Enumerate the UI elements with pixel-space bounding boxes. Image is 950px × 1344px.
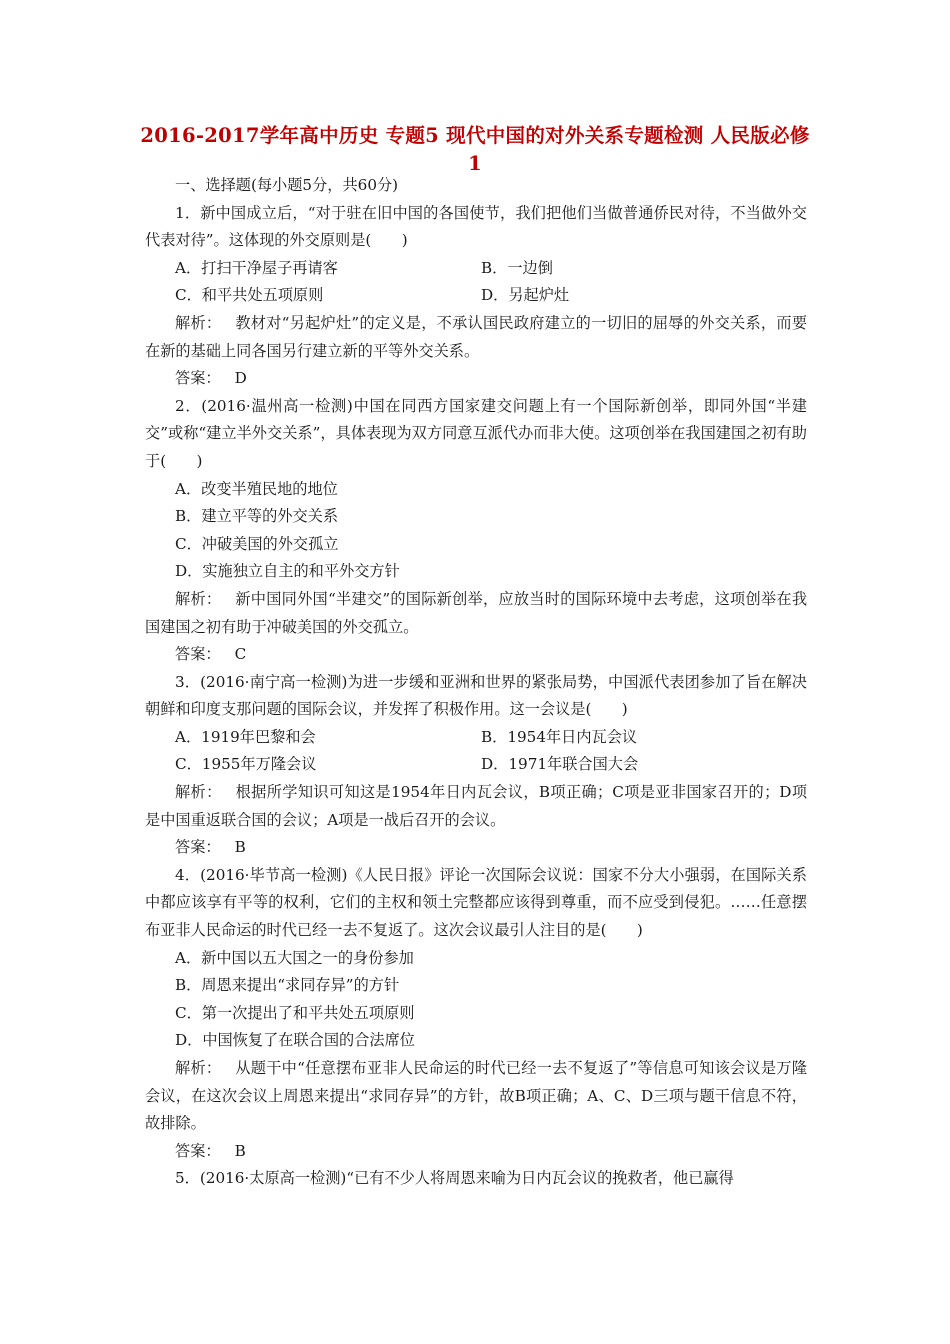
option-d: D．实施独立自主的和平外交方针 xyxy=(175,562,400,581)
question-stem: 4．(2016·毕节高一检测)《人民日报》评论一次国际会议说：国家不分大小强弱，在国际关系中都应该享有平等的权利，它们的主权和领土完整都应该得到尊重，而不应受到侵犯。……任意摆布亚非人民命运的时代已经一去不复返了。这次会议最引人注目的是( ) xyxy=(145,865,807,940)
option-c: C．冲破美国的外交孤立 xyxy=(175,534,339,553)
question-4 xyxy=(145,862,807,1166)
answer xyxy=(145,365,807,393)
document-body xyxy=(145,172,807,1193)
option-c: C．和平共处五项原则 xyxy=(175,286,324,305)
answer-label: 答案： xyxy=(175,838,221,857)
option-c: C．第一次提出了和平共处五项原则 xyxy=(175,1003,415,1022)
question-1 xyxy=(145,200,807,393)
option-b: B．1954年日内瓦会议 xyxy=(481,727,638,746)
option-row xyxy=(145,724,807,752)
option-row xyxy=(145,255,807,283)
analysis-text: 从题干中“任意摆布亚非人民命运的时代已经一去不复返了”等信息可知该会议是万隆会议，在这次会议上周恩来提出“求同存异”的方针，故B项正确；A、C、D三项与题干信息不符，故排除。 xyxy=(145,1059,808,1133)
analysis-label: 解析： xyxy=(175,1059,222,1077)
question-stem: 5．(2016·太原高一检测)“已有不少人将周恩来喻为日内瓦会议的挽救者，他已赢得 xyxy=(175,1169,734,1188)
option-d: D．中国恢复了在联合国的合法席位 xyxy=(175,1031,415,1050)
question-stem: 2．(2016·温州高一检测)中国在同西方国家建交问题上有一个国际新创举，即同外国“半建交”或称“建立半外交关系”，具体表现为双方同意互派代办而非大使。这项创举在我国建国之初有助于( ) xyxy=(145,396,807,470)
option-b: B．建立平等的外交关系 xyxy=(175,507,339,526)
analysis-text: 教材对“另起炉灶”的定义是，不承认国民政府建立的一切旧的屈辱的外交关系，而要在新的基础上同各国另行建立新的平等外交关系。 xyxy=(145,313,808,360)
answer-label: 答案： xyxy=(175,1141,221,1160)
option-d: D．另起炉灶 xyxy=(481,286,570,305)
answer-value: C xyxy=(234,645,247,664)
answer-value: B xyxy=(234,838,246,857)
analysis xyxy=(145,1055,807,1138)
document-title: 2016-2017学年高中历史 专题5 现代中国的对外关系专题检测 人民版必修1 xyxy=(140,124,810,175)
answer xyxy=(145,834,807,862)
option-d: D．1971年联合国大会 xyxy=(481,755,639,774)
analysis-label: 解析： xyxy=(175,783,222,802)
option-a: A．新中国以五大国之一的身份参加 xyxy=(175,948,414,967)
analysis-text: 根据所学知识可知这是1954年日内瓦会议，B项正确；C项是亚非国家召开的；D项是中国重返联合国的会议；A项是一战后召开的会议。 xyxy=(145,783,808,829)
option-b: B．一边倒 xyxy=(481,258,553,277)
option-b: B．周恩来提出“求同存异”的方针 xyxy=(175,976,400,995)
analysis-label: 解析： xyxy=(175,589,222,608)
answer-label: 答案： xyxy=(175,369,221,388)
answer xyxy=(145,1138,807,1166)
question-stem: 3．(2016·南宁高一检测)为进一步缓和亚洲和世界的紧张局势，中国派代表团参加了旨在解决朝鲜和印度支那问题的国际会议，并发挥了积极作用。这一会议是( ) xyxy=(145,672,807,719)
answer-value: D xyxy=(234,369,247,388)
answer-value: B xyxy=(234,1141,246,1160)
analysis-label: 解析： xyxy=(175,313,222,332)
option-a: A．打扫干净屋子再请客 xyxy=(175,258,338,277)
section-heading: 一、选择题(每小题5分，共60分) xyxy=(175,176,399,194)
option-row xyxy=(145,751,807,779)
option-row xyxy=(145,282,807,310)
analysis xyxy=(145,310,807,365)
question-2 xyxy=(145,393,807,669)
analysis xyxy=(145,779,807,834)
option-a: A．改变半殖民地的地位 xyxy=(175,479,338,498)
option-a: A．1919年巴黎和会 xyxy=(175,727,316,746)
analysis xyxy=(145,586,807,641)
question-3 xyxy=(145,669,807,862)
answer xyxy=(145,641,807,669)
question-stem: 1．新中国成立后，“对于驻在旧中国的各国使节，我们把他们当做普通侨民对待，不当做外交代表对待”。这体现的外交原则是( ) xyxy=(145,203,807,250)
answer-label: 答案： xyxy=(175,645,221,664)
option-c: C．1955年万隆会议 xyxy=(175,755,317,774)
analysis-text: 新中国同外国“半建交”的国际新创举，应放当时的国际环境中去考虑，这项创举在我国建国之初有助于冲破美国的外交孤立。 xyxy=(145,589,808,636)
question-5 xyxy=(145,1165,807,1193)
